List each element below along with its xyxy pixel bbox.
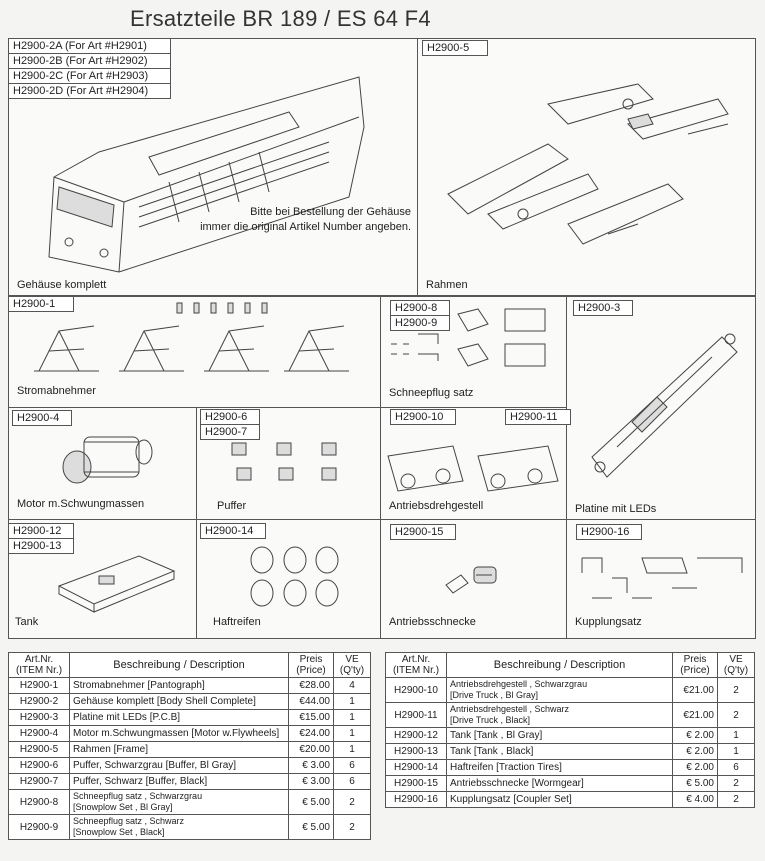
col-art-line1: Art.Nr. bbox=[401, 654, 431, 665]
cell-desc bbox=[70, 774, 289, 790]
col-qty-line2: (Q'ty) bbox=[723, 665, 749, 676]
cell-art: H2900-13 bbox=[386, 744, 447, 760]
cell-price: € 5.00 bbox=[289, 790, 334, 815]
table-row bbox=[386, 678, 755, 703]
cell-label: Antriebsschnecke bbox=[389, 616, 476, 628]
code-tag: H2900-6 bbox=[200, 409, 260, 425]
cell-qty: 1 bbox=[718, 728, 755, 744]
cell-art: H2900-9 bbox=[9, 815, 70, 840]
cell-qty: 2 bbox=[718, 776, 755, 792]
desc-line1: Tank [Tank , Black] bbox=[450, 746, 534, 757]
code-tag: H2900-10 bbox=[390, 409, 456, 425]
cell-desc bbox=[70, 742, 289, 758]
cell-qty: 6 bbox=[334, 774, 371, 790]
desc-line1: Schneepflug satz , Schwarz bbox=[73, 816, 185, 826]
page-title: Ersatzteile BR 189 / ES 64 F4 bbox=[130, 6, 431, 31]
desc-line1: Gehäuse komplett [Body Shell Complete] bbox=[73, 696, 256, 707]
cell-price: € 5.00 bbox=[289, 815, 334, 840]
cell-art: H2900-16 bbox=[386, 792, 447, 808]
table-row bbox=[386, 728, 755, 744]
desc-line1: Antriebsdrehgestell , Schwarz bbox=[450, 704, 570, 714]
cell-art: H2900-2 bbox=[9, 694, 70, 710]
cell-qty: 2 bbox=[718, 678, 755, 703]
table-row bbox=[386, 760, 755, 776]
cell-label: Platine mit LEDs bbox=[575, 503, 657, 515]
table-header-row bbox=[9, 653, 371, 678]
cell-price: €21.00 bbox=[673, 703, 718, 728]
cell-desc bbox=[70, 815, 289, 840]
coupler-drawing bbox=[572, 548, 752, 623]
cell-desc bbox=[70, 694, 289, 710]
desc-line2: [Drive Truck , Bl Gray] bbox=[450, 690, 539, 700]
cell-rahmen bbox=[417, 38, 756, 296]
cell-desc bbox=[70, 710, 289, 726]
traction-tires-drawing bbox=[247, 545, 347, 615]
cell-qty: 2 bbox=[334, 815, 371, 840]
cell-price: € 2.00 bbox=[673, 760, 718, 776]
code-tag: H2900-14 bbox=[200, 523, 266, 539]
cell-desc bbox=[447, 792, 673, 808]
desc-line1: Tank [Tank , Bl Gray] bbox=[450, 730, 543, 741]
desc-line2: [Snowplow Set , Bl Gray] bbox=[73, 802, 173, 812]
cell-label: Tank bbox=[15, 616, 39, 628]
table-row bbox=[386, 792, 755, 808]
table-row bbox=[9, 815, 371, 840]
code-tag: H2900-13 bbox=[8, 538, 74, 554]
cell-qty: 6 bbox=[334, 758, 371, 774]
table-row bbox=[9, 694, 371, 710]
table-header-row bbox=[386, 653, 755, 678]
desc-line2: [Snowplow Set , Black] bbox=[73, 827, 165, 837]
cell-art: H2900-14 bbox=[386, 760, 447, 776]
drive-truck-drawing bbox=[383, 426, 563, 506]
col-price-line2: (Price) bbox=[296, 665, 326, 676]
cell-qty: 6 bbox=[718, 760, 755, 776]
col-art bbox=[386, 653, 447, 678]
col-qty-line1: VE bbox=[345, 654, 359, 665]
cell-price: €24.00 bbox=[289, 726, 334, 742]
cell-qty: 1 bbox=[334, 726, 371, 742]
code-tag: H2900-5 bbox=[422, 40, 488, 56]
cell-qty: 1 bbox=[334, 742, 371, 758]
col-desc: Beschreibung / Description bbox=[70, 653, 289, 678]
table-row bbox=[386, 703, 755, 728]
code-tag: H2900-9 bbox=[390, 315, 450, 331]
col-art bbox=[9, 653, 70, 678]
desc-line1: Platine mit LEDs [P.C.B] bbox=[73, 712, 181, 723]
cell-price: € 3.00 bbox=[289, 774, 334, 790]
parts-table-right bbox=[385, 652, 755, 808]
cell-desc bbox=[447, 760, 673, 776]
cell-strom bbox=[8, 296, 381, 408]
table-row bbox=[9, 726, 371, 742]
table-row bbox=[386, 744, 755, 760]
wormgear-drawing bbox=[436, 555, 516, 605]
col-qty bbox=[334, 653, 371, 678]
code-tag: H2900-3 bbox=[573, 300, 633, 316]
cell-desc bbox=[447, 776, 673, 792]
cell-label: Motor m.Schwungmassen bbox=[17, 498, 145, 510]
cell-price: € 2.00 bbox=[673, 728, 718, 744]
cell-art: H2900-15 bbox=[386, 776, 447, 792]
desc-line1: Schneepflug satz , Schwarzgrau bbox=[73, 791, 203, 801]
cell-desc bbox=[70, 726, 289, 742]
parts-table-left bbox=[8, 652, 371, 840]
cell-price: € 5.00 bbox=[673, 776, 718, 792]
cell-art: H2900-1 bbox=[9, 678, 70, 694]
cell-qty: 2 bbox=[718, 792, 755, 808]
table-row bbox=[9, 790, 371, 815]
cell-desc bbox=[447, 703, 673, 728]
order-note bbox=[200, 205, 411, 235]
cell-desc bbox=[70, 758, 289, 774]
cell-desc bbox=[447, 744, 673, 760]
frame-drawing bbox=[428, 64, 748, 264]
cell-desc bbox=[447, 728, 673, 744]
cell-price: €28.00 bbox=[289, 678, 334, 694]
table-row bbox=[9, 678, 371, 694]
desc-line1: Motor m.Schwungmassen [Motor w.Flywheels] bbox=[73, 728, 280, 739]
cell-desc bbox=[447, 678, 673, 703]
col-qty-line2: (Q'ty) bbox=[339, 665, 365, 676]
desc-line1: Stromabnehmer [Pantograph] bbox=[73, 680, 205, 691]
cell-price: € 3.00 bbox=[289, 758, 334, 774]
cell-art: H2900-3 bbox=[9, 710, 70, 726]
code-tag: H2900-2A (For Art #H2901) bbox=[8, 38, 171, 54]
cell-label: Puffer bbox=[217, 500, 247, 512]
code-tag: H2900-2C (For Art #H2903) bbox=[8, 68, 171, 84]
table-row bbox=[386, 776, 755, 792]
desc-line1: Antriebsschnecke [Wormgear] bbox=[450, 778, 584, 789]
cell-label: Kupplungsatz bbox=[575, 616, 642, 628]
col-qty bbox=[718, 653, 755, 678]
code-tag: H2900-11 bbox=[505, 409, 571, 425]
order-note-line2: immer die original Artikel Number angeben. bbox=[200, 221, 411, 233]
desc-line1: Rahmen [Frame] bbox=[73, 744, 149, 755]
order-note-line1: Bitte bei Bestellung der Gehäuse bbox=[250, 206, 411, 218]
table-row bbox=[9, 758, 371, 774]
table-row bbox=[9, 774, 371, 790]
cell-platine bbox=[566, 296, 756, 520]
cell-label: Schneepflug satz bbox=[389, 387, 474, 399]
desc-line2: [Drive Truck , Black] bbox=[450, 715, 531, 725]
cell-qty: 2 bbox=[334, 790, 371, 815]
cell-desc bbox=[70, 790, 289, 815]
cell-price: € 4.00 bbox=[673, 792, 718, 808]
desc-line1: Puffer, Schwarzgrau [Buffer, Bl Gray] bbox=[73, 760, 237, 771]
code-tag: H2900-8 bbox=[390, 300, 450, 316]
cell-qty: 1 bbox=[334, 710, 371, 726]
desc-line1: Antriebsdrehgestell , Schwarzgrau bbox=[450, 679, 588, 689]
cell-qty: 1 bbox=[334, 694, 371, 710]
pcb-drawing bbox=[572, 317, 752, 497]
cell-price: €21.00 bbox=[673, 678, 718, 703]
col-qty-line1: VE bbox=[729, 654, 743, 665]
cell-desc bbox=[70, 678, 289, 694]
cell-price: €20.00 bbox=[289, 742, 334, 758]
cell-qty: 1 bbox=[718, 744, 755, 760]
code-tag: H2900-15 bbox=[390, 524, 456, 540]
cell-art: H2900-5 bbox=[9, 742, 70, 758]
cell-label: Stromabnehmer bbox=[17, 385, 96, 397]
col-price-line1: Preis bbox=[299, 654, 323, 665]
col-price bbox=[673, 653, 718, 678]
cell-art: H2900-7 bbox=[9, 774, 70, 790]
cell-price: €44.00 bbox=[289, 694, 334, 710]
col-art-line2: (ITEM Nr.) bbox=[15, 665, 63, 676]
col-price-line2: (Price) bbox=[680, 665, 710, 676]
cell-label: Haftreifen bbox=[213, 616, 261, 628]
col-desc: Beschreibung / Description bbox=[447, 653, 673, 678]
table-row bbox=[9, 710, 371, 726]
cell-label: Gehäuse komplett bbox=[17, 279, 107, 291]
table-row bbox=[9, 742, 371, 758]
cell-art: H2900-12 bbox=[386, 728, 447, 744]
cell-art: H2900-4 bbox=[9, 726, 70, 742]
code-tag: H2900-2D (For Art #H2904) bbox=[8, 83, 171, 99]
code-tag: H2900-16 bbox=[576, 524, 642, 540]
col-price bbox=[289, 653, 334, 678]
cell-art: H2900-8 bbox=[9, 790, 70, 815]
cell-label: Antriebsdrehgestell bbox=[389, 500, 484, 512]
col-price-line1: Preis bbox=[683, 654, 707, 665]
col-art-line1: Art.Nr. bbox=[24, 654, 54, 665]
cell-price: €15.00 bbox=[289, 710, 334, 726]
code-tag: H2900-7 bbox=[200, 424, 260, 440]
buffer-drawing bbox=[227, 438, 367, 508]
cell-qty: 2 bbox=[718, 703, 755, 728]
cell-art: H2900-11 bbox=[386, 703, 447, 728]
code-tag: H2900-12 bbox=[8, 523, 74, 539]
cell-art: H2900-10 bbox=[386, 678, 447, 703]
motor-drawing bbox=[49, 422, 169, 497]
code-tag: H2900-2B (For Art #H2902) bbox=[8, 53, 171, 69]
desc-line1: Puffer, Schwarz [Buffer, Black] bbox=[73, 776, 208, 787]
cell-label: Rahmen bbox=[426, 279, 468, 291]
pantograph-drawing bbox=[19, 301, 369, 381]
code-tag: H2900-4 bbox=[12, 410, 72, 426]
cell-price: € 2.00 bbox=[673, 744, 718, 760]
col-art-line2: (ITEM Nr.) bbox=[392, 665, 440, 676]
desc-line1: Kupplungsatz [Coupler Set] bbox=[450, 794, 572, 805]
desc-line1: Haftreifen [Traction Tires] bbox=[450, 762, 562, 773]
cell-qty: 4 bbox=[334, 678, 371, 694]
code-tag: H2900-1 bbox=[8, 296, 74, 312]
cell-art: H2900-6 bbox=[9, 758, 70, 774]
